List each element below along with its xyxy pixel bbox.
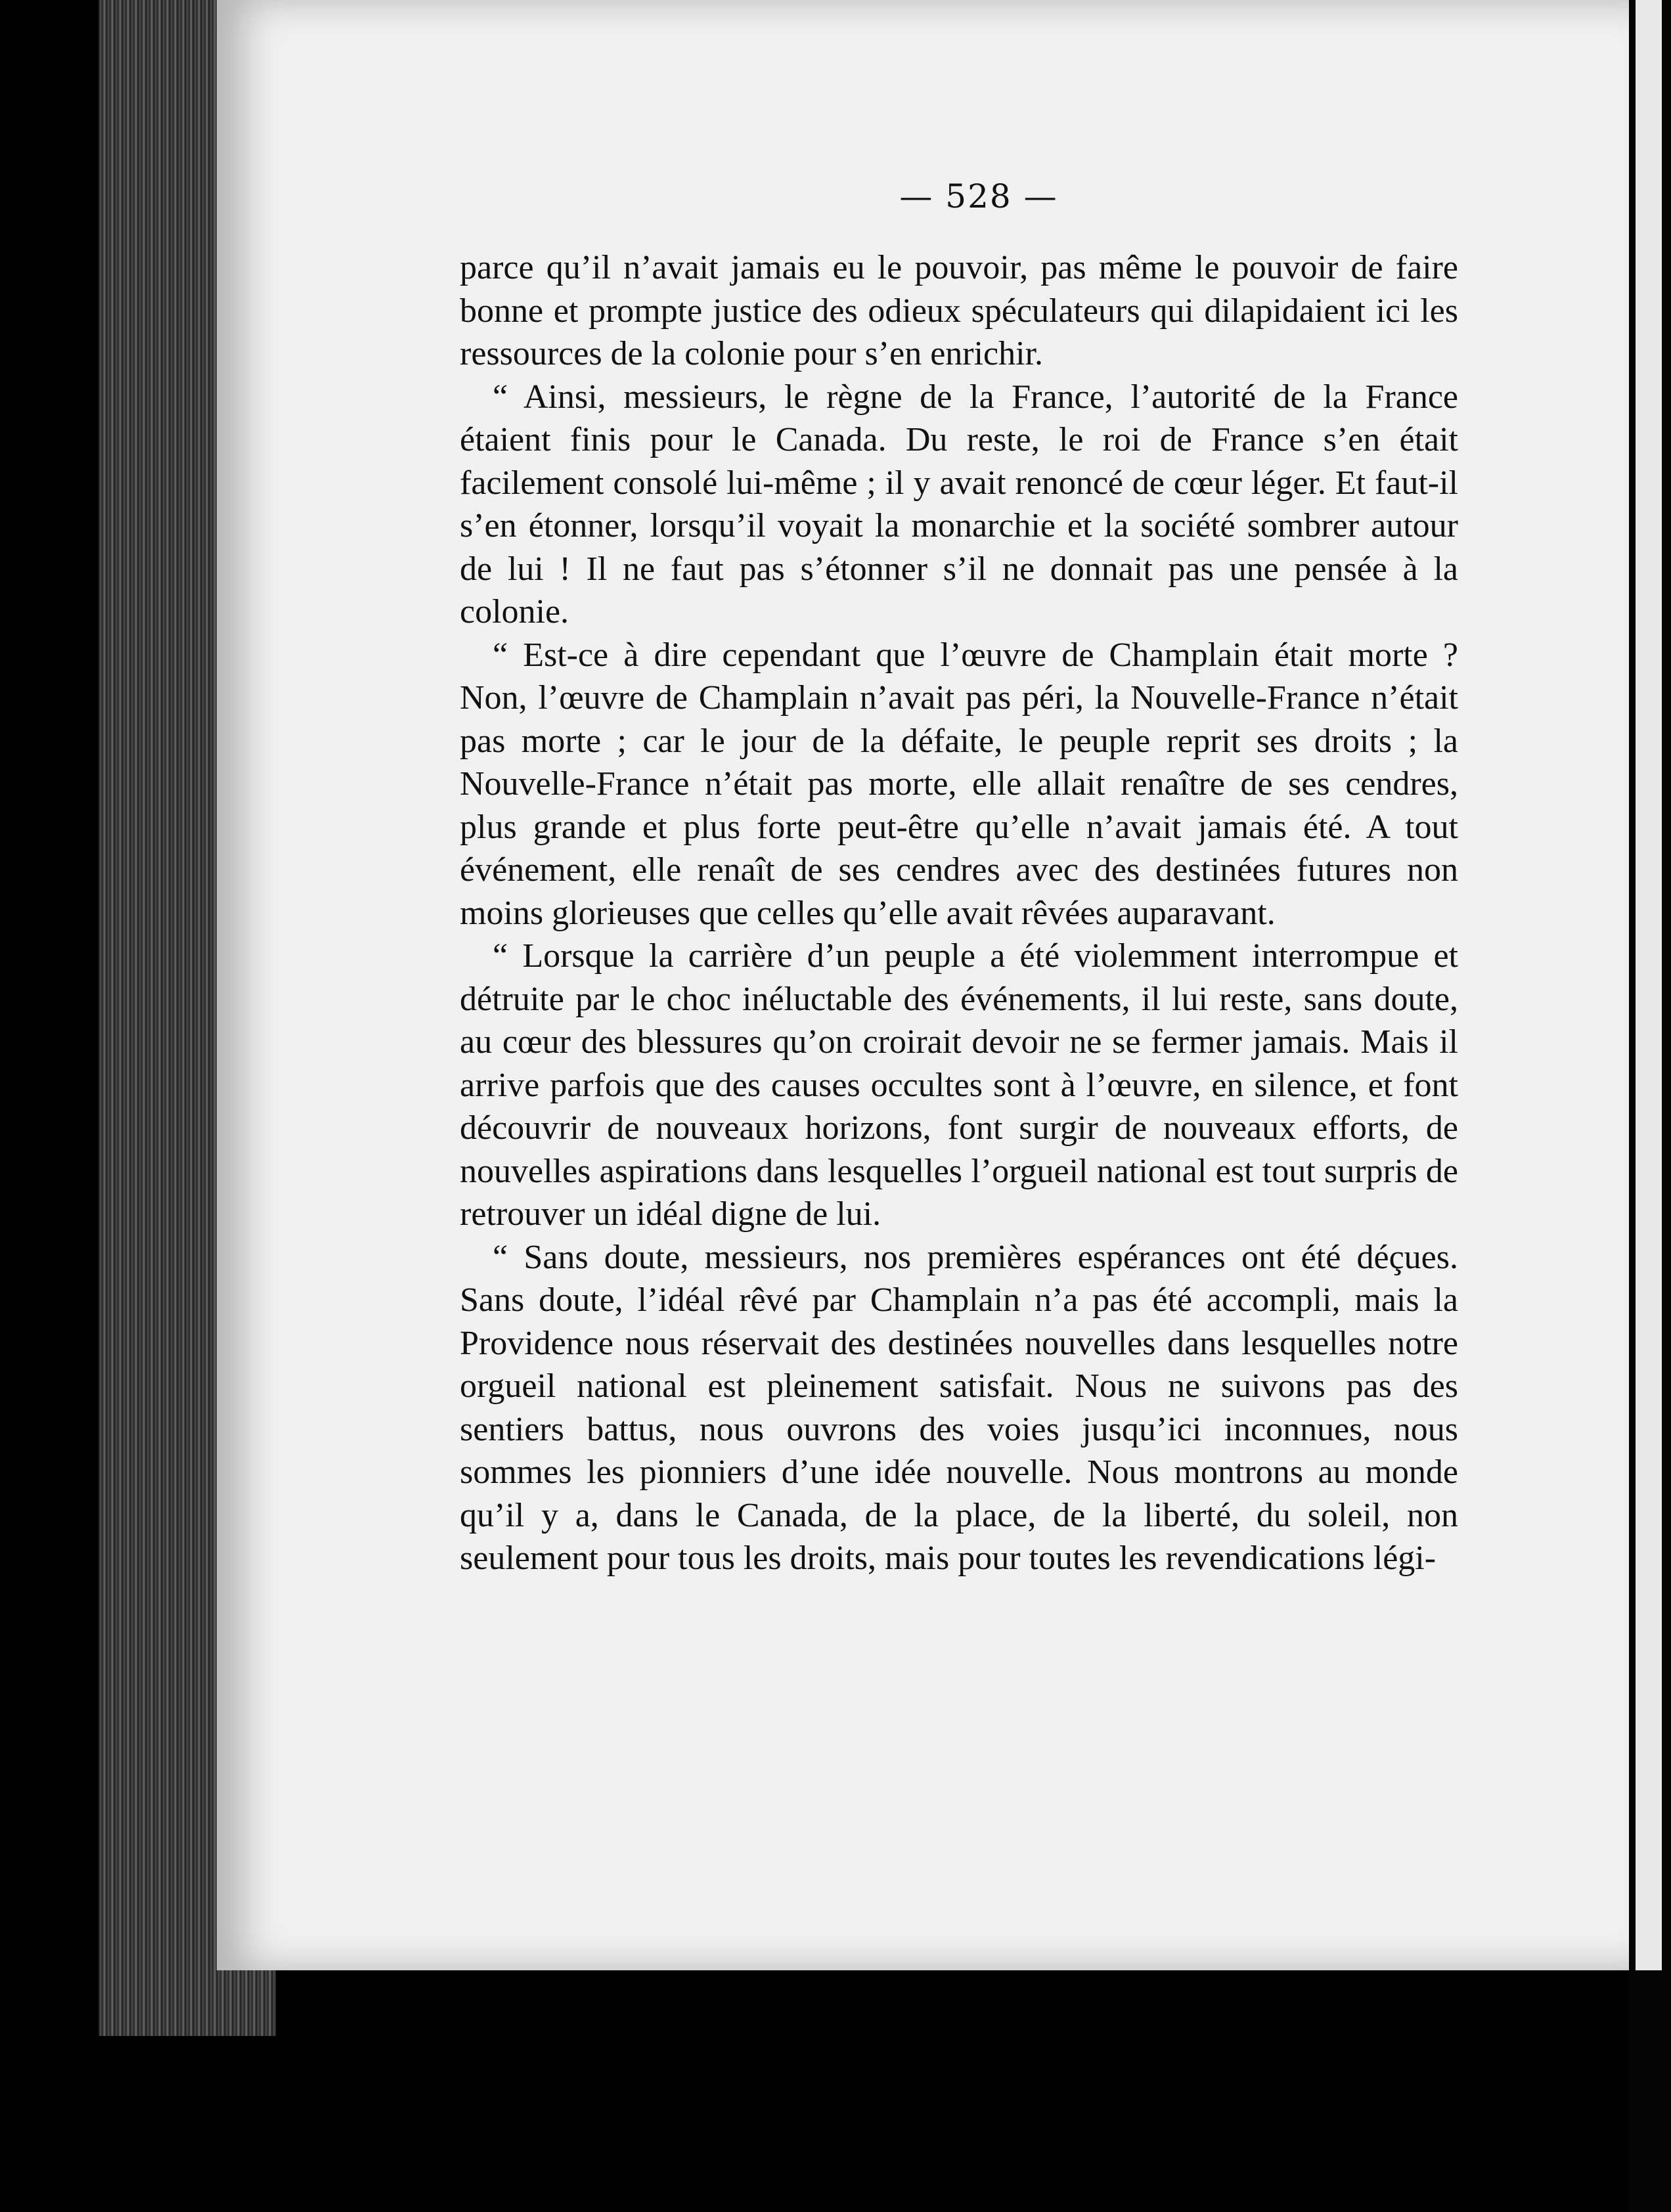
page-body-text: [460, 246, 1458, 1580]
paragraph-continuation: parce qu’il n’avait jamais eu le pouvoir, pas même le pouvoir de faire bonne et prompte justice des odieux spéculateurs qui dilapidaient ici les ressources de la colonie pour s’en enrichir.: [460, 249, 1458, 372]
paragraph: “ Est-ce à dire cependant que l’œuvre de Champlain était morte ? Non, l’œuvre de Champlain n’avait pas péri, la Nouvelle-France n’était pas morte ; car le jour de la défaite, le peuple reprit ses droits ; la Nouvelle-France n’était pas morte, elle allait renaître de ses cendres, plus grande et plus forte peut-être qu’elle n’avait jamais été. A tout événement, elle renaît de ses cendres avec des destinées futures non moins glorieuses que celles qu’elle avait rêvées auparavant.: [460, 636, 1458, 932]
paragraph: “ Lorsque la carrière d’un peuple a été violemment interrompue et détruite par le choc inéluctable des événements, il lui reste, sans doute, au cœur des blessures qu’on croirait devoir ne se fermer jamais. Mais il arrive parfois que des causes occultes sont à l’œuvre, en silence, et font découvrir de nouveaux horizons, font surgir de nouveaux efforts, de nouvelles aspirations dans lesquelles l’orgueil national est tout surpris de retrouver un idéal digne de lui.: [460, 937, 1458, 1233]
next-page-edge: [1636, 0, 1662, 1970]
paragraph: “ Sans doute, messieurs, nos premières espérances ont été déçues. Sans doute, l’idéal rêvé par Champlain n’a pas été accompli, mais la Providence nous réservait des destinées nouvelles dans lesquelles notre orgueil national est pleinement satisfait. Nous ne suivons pas des sentiers battus, nous ouvrons des voies jusqu’ici inconnues, nous sommes les pionniers d’une idée nouvelle. Nous montrons au monde qu’il y a, dans le Canada, de la place, de la liberté, du soleil, non seulement pour tous les droits, mais pour toutes les revendications légi-: [460, 1238, 1458, 1577]
page-number: — 528 —: [899, 177, 1058, 215]
paragraph: “ Ainsi, messieurs, le règne de la France, l’autorité de la France étaient finis pour le Canada. Du reste, le roi de France s’en était facilement consolé lui-même ; il y avait renoncé de cœur léger. Et faut-il s’en étonner, lorsqu’il voyait la monarchie et la société sombrer autour de lui ! Il ne faut pas s’étonner s’il ne donnait pas une pensée à la colonie.: [460, 378, 1458, 630]
